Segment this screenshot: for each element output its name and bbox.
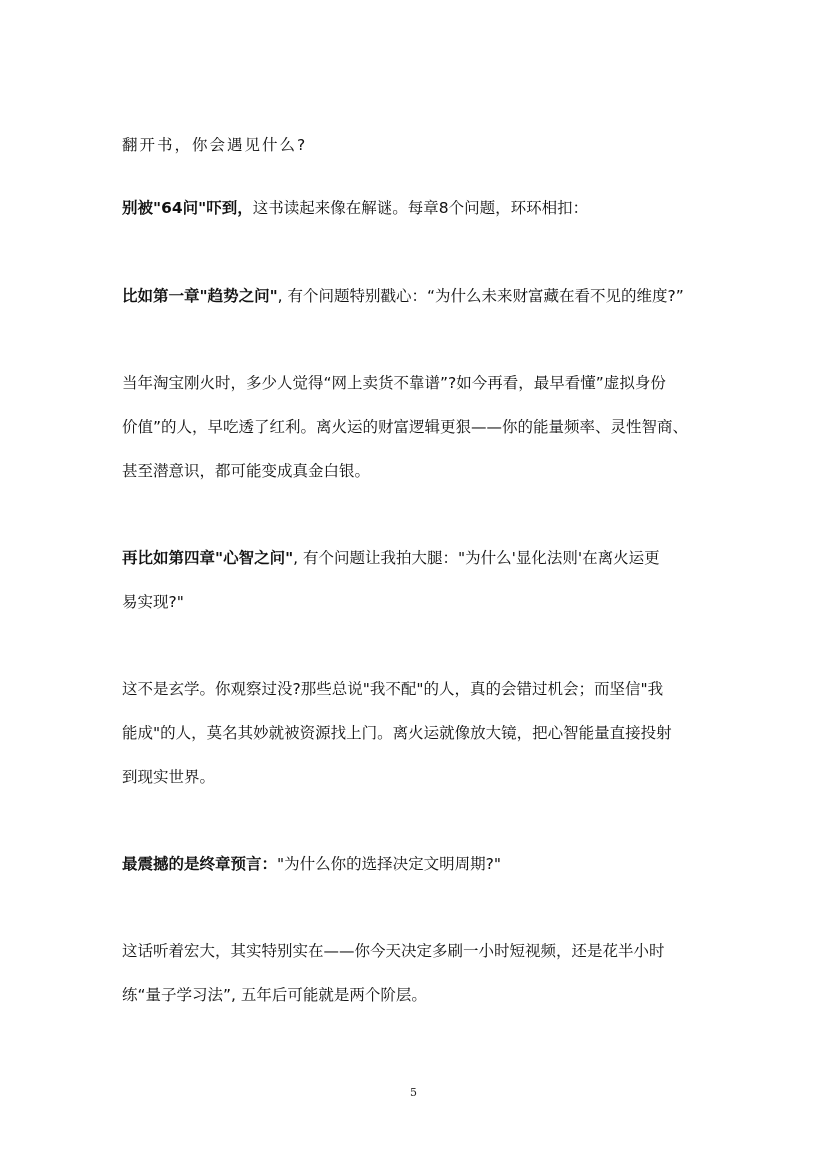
paragraph-mindset-line-3: 到现实世界。 xyxy=(122,768,216,786)
section-heading: 翻开书，你会遇见什么? xyxy=(122,136,308,154)
paragraph-chapter-one xyxy=(122,285,684,307)
paragraph-choice-line-1: 这话听着宏大，其实特别实在——你今天决定多刷一小时短视频，还是花半小时 xyxy=(122,942,665,960)
paragraph-chapter-four xyxy=(122,547,660,569)
bold-lead: 别被"64问"吓到， xyxy=(122,199,253,217)
paragraph-text: , 有个问题让我拍大腿："为什么'显化法则'在离火运更 xyxy=(293,549,660,567)
paragraph-text: "为什么你的选择决定文明周期?" xyxy=(277,855,502,873)
paragraph-chapter-four-line-2: 易实现?" xyxy=(122,593,184,611)
paragraph-final-chapter xyxy=(122,853,501,875)
paragraph-text: , 有个问题特别戳心：“为什么未来财富藏在看不见的维度?” xyxy=(277,287,684,305)
paragraph-mindset-line-1: 这不是玄学。你观察过没?那些总说"我不配"的人，真的会错过机会；而坚信"我 xyxy=(122,680,664,698)
paragraph-mindset-line-2: 能成"的人，莫名其妙就被资源找上门。离火运就像放大镜，把心智能量直接投射 xyxy=(122,724,672,742)
paragraph-intro xyxy=(122,197,588,219)
page-number: 5 xyxy=(410,1086,417,1099)
bold-lead: 再比如第四章"心智之问" xyxy=(122,549,294,567)
bold-lead: 比如第一章"趋势之问" xyxy=(122,287,278,305)
paragraph-taobao-line-2: 价值”的人，早吃透了红利。离火运的财富逻辑更狠——你的能量频率、灵性智商、 xyxy=(122,418,689,436)
bold-lead: 最震撼的是终章预言： xyxy=(122,855,278,873)
paragraph-taobao-line-3: 甚至潜意识，都可能变成真金白银。 xyxy=(122,462,371,480)
paragraph-choice-line-2: 练“量子学习法”, 五年后可能就是两个阶层。 xyxy=(122,986,427,1004)
paragraph-taobao-line-1: 当年淘宝刚火时，多少人觉得“网上卖货不靠谱”?如今再看，最早看懂”虚拟身份 xyxy=(122,374,666,392)
paragraph-text: 这书读起来像在解谜。每章8个问题，环环相扣： xyxy=(252,199,589,217)
